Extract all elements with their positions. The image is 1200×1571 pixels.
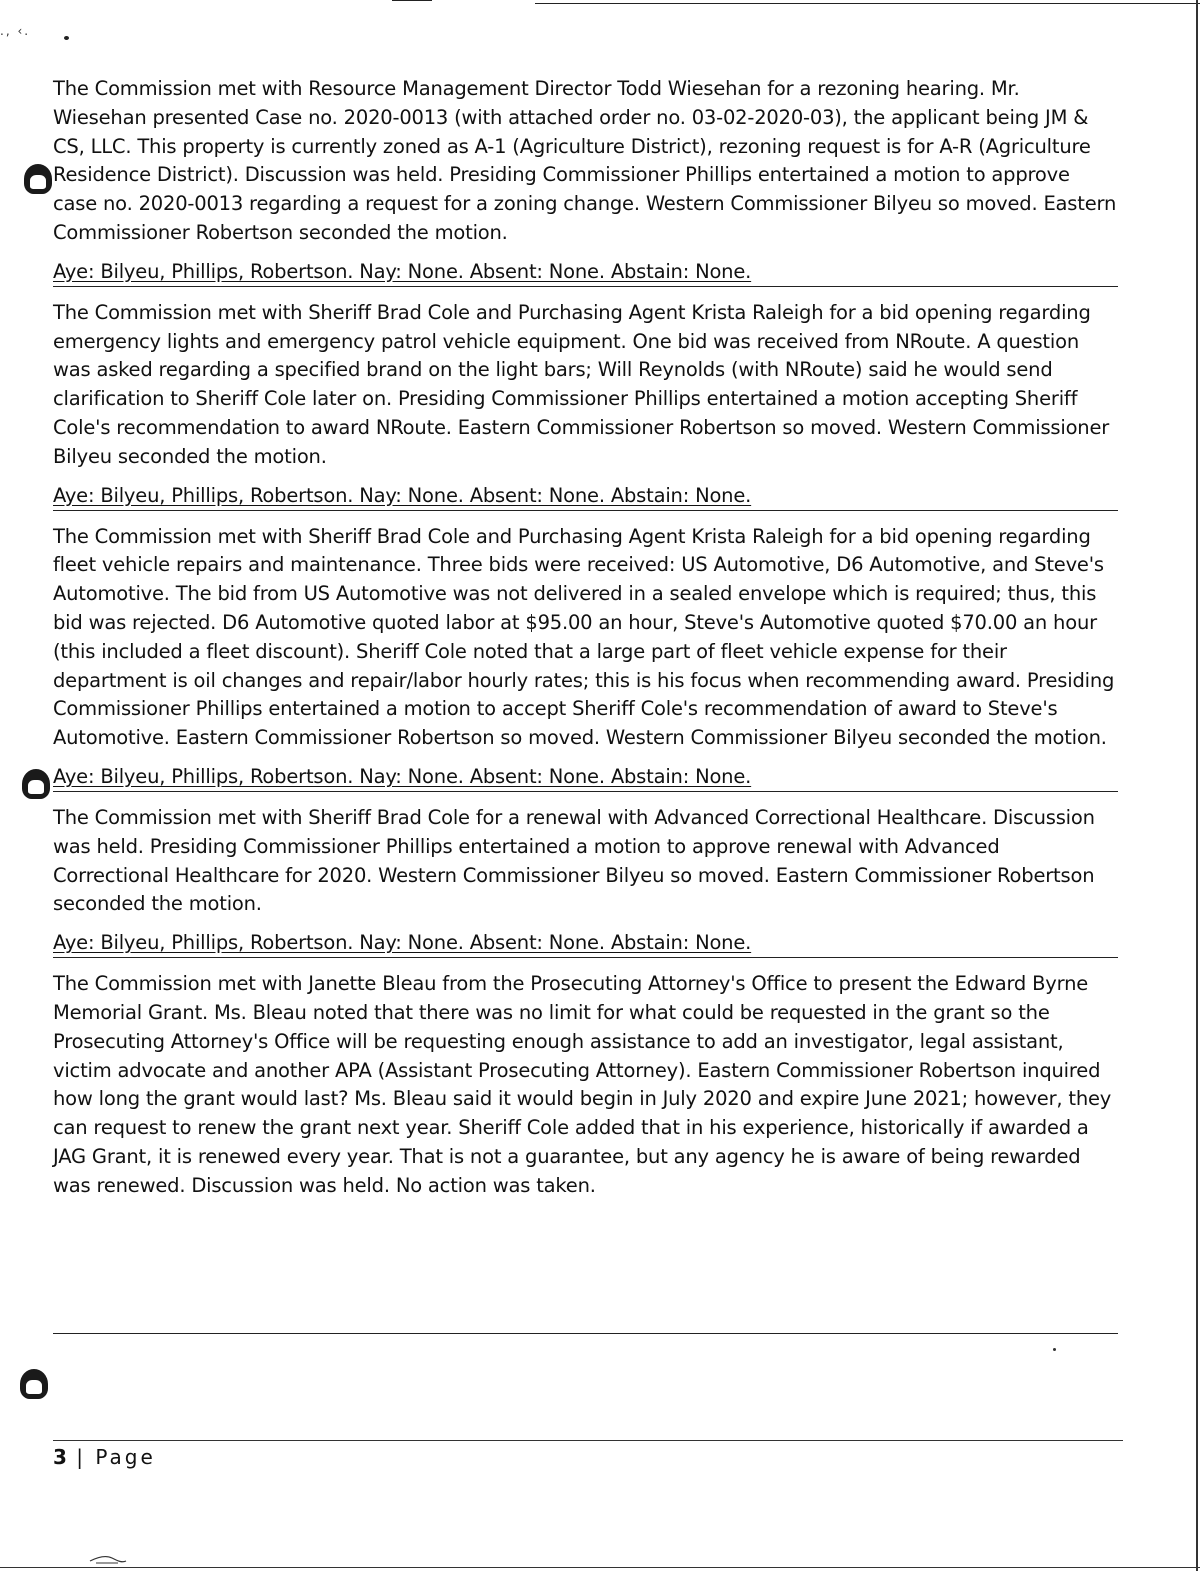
vote-text: Aye: Bilyeu, Phillips, Robertson. Nay: None. Absent: None. Abstain: None.	[53, 483, 752, 507]
grant-paragraph: The Commission met with Janette Bleau from the Prosecuting Attorney's Office to present the Edward Byrne Memorial Grant. Ms. Bleau noted that there was no limit for what could be requested in the grant so the Prosecuting Attorney's Office will be requesting enough assistance to add an investigator, legal assistant, victim advocate and another APA (Assistant Prosecuting Attorney). Eastern Commissioner Robertson inquired how long the grant would last? Ms. Bleau said it would begin in July 2020 and expire June 2021; however, they can request to renew the grant next year. Sheriff Cole added that in his experience, historically if awarded a JAG Grant, it is renewed every year. That is not a guarantee, but any agency he is aware of being rewarded was renewed. Discussion was held. No action was taken.	[53, 972, 1112, 1197]
scan-scribble	[88, 1551, 128, 1565]
corner-marks: ., ‹.	[0, 24, 31, 38]
hole-punch-icon	[22, 769, 50, 799]
hole-punch-icon	[24, 164, 52, 194]
page-footer	[53, 1445, 156, 1469]
scan-top-tick	[392, 0, 432, 1]
scan-speck	[64, 36, 69, 40]
vote-text: Aye: Bilyeu, Phillips, Robertson. Nay: None. Absent: None. Abstain: None.	[53, 259, 752, 283]
vote-record	[53, 929, 1118, 958]
minutes-body	[53, 75, 1118, 1201]
healthcare-renewal-paragraph: The Commission met with Sheriff Brad Cole for a renewal with Advanced Correctional Healthcare. Discussion was held. Presiding Commissioner Phillips entertained a motion to approve renewal with Advanced Correctional Healthcare for 2020. Western Commissioner Bilyeu so moved. Eastern Commissioner Robertson seconded the motion.	[53, 805, 1095, 916]
section-end-rule	[53, 1333, 1118, 1334]
scan-speck	[1053, 1348, 1056, 1351]
scan-right-edge	[1196, 0, 1198, 1571]
fleet-repairs-paragraph: The Commission met with Sheriff Brad Cole and Purchasing Agent Krista Raleigh for a bid opening regarding fleet vehicle repairs and maintenance. Three bids were received: US Automotive, D6 Automotive, and Steve's Automotive. The bid from US Automotive was not delivered in a sealed envelope which is required; thus, this bid was rejected. D6 Automotive quoted labor at $95.00 an hour, Steve's Automotive quoted $70.00 an hour (this included a fleet discount). Sheriff Cole noted that a large part of fleet vehicle expense for their department is oil changes and repair/labor hourly rates; this is his focus when recommending award. Presiding Commissioner Phillips entertained a motion to accept Sheriff Cole's recommendation of award to Steve's Automotive. Eastern Commissioner Robertson so moved. Western Commissioner Bilyeu seconded the motion.	[53, 524, 1115, 750]
vote-text: Aye: Bilyeu, Phillips, Robertson. Nay: None. Absent: None. Abstain: None.	[53, 931, 752, 955]
scan-bottom-line	[0, 1567, 1200, 1568]
hole-punch-icon	[20, 1369, 48, 1399]
scan-top-line	[535, 3, 1200, 4]
footer-separator: |	[66, 1445, 96, 1469]
vote-text: Aye: Bilyeu, Phillips, Robertson. Nay: None. Absent: None. Abstain: None.	[53, 764, 752, 788]
vote-record	[53, 258, 1118, 287]
vote-record	[53, 482, 1118, 511]
rezoning-paragraph: The Commission met with Resource Management Director Todd Wiesehan for a rezoning hearing. Mr. Wiesehan presented Case no. 2020-0013 (with attached order no. 03-02-2020-03), the applicant being JM & CS, LLC. This property is currently zoned as A-1 (Agriculture District), rezoning request is for A-R (Agriculture Residence District). Discussion was held. Presiding Commissioner Phillips entertained a motion to approve case no. 2020-0013 regarding a request for a zoning change. Western Commissioner Bilyeu so moved. Eastern Commissioner Robertson seconded the motion.	[53, 77, 1117, 244]
page-label: Page	[95, 1445, 156, 1469]
vote-record	[53, 763, 1118, 792]
footer-rule	[53, 1440, 1123, 1441]
emergency-lights-paragraph: The Commission met with Sheriff Brad Cole and Purchasing Agent Krista Raleigh for a bid opening regarding emergency lights and emergency patrol vehicle equipment. One bid was received from NRoute. A question was asked regarding a specified brand on the light bars; Will Reynolds (with NRoute) said he would send clarification to Sheriff Cole later on. Presiding Commissioner Phillips entertained a motion accepting Sheriff Cole's recommendation to award NRoute. Eastern Commissioner Robertson so moved. Western Commissioner Bilyeu seconded the motion.	[53, 300, 1110, 468]
page-number: 3	[53, 1445, 67, 1469]
